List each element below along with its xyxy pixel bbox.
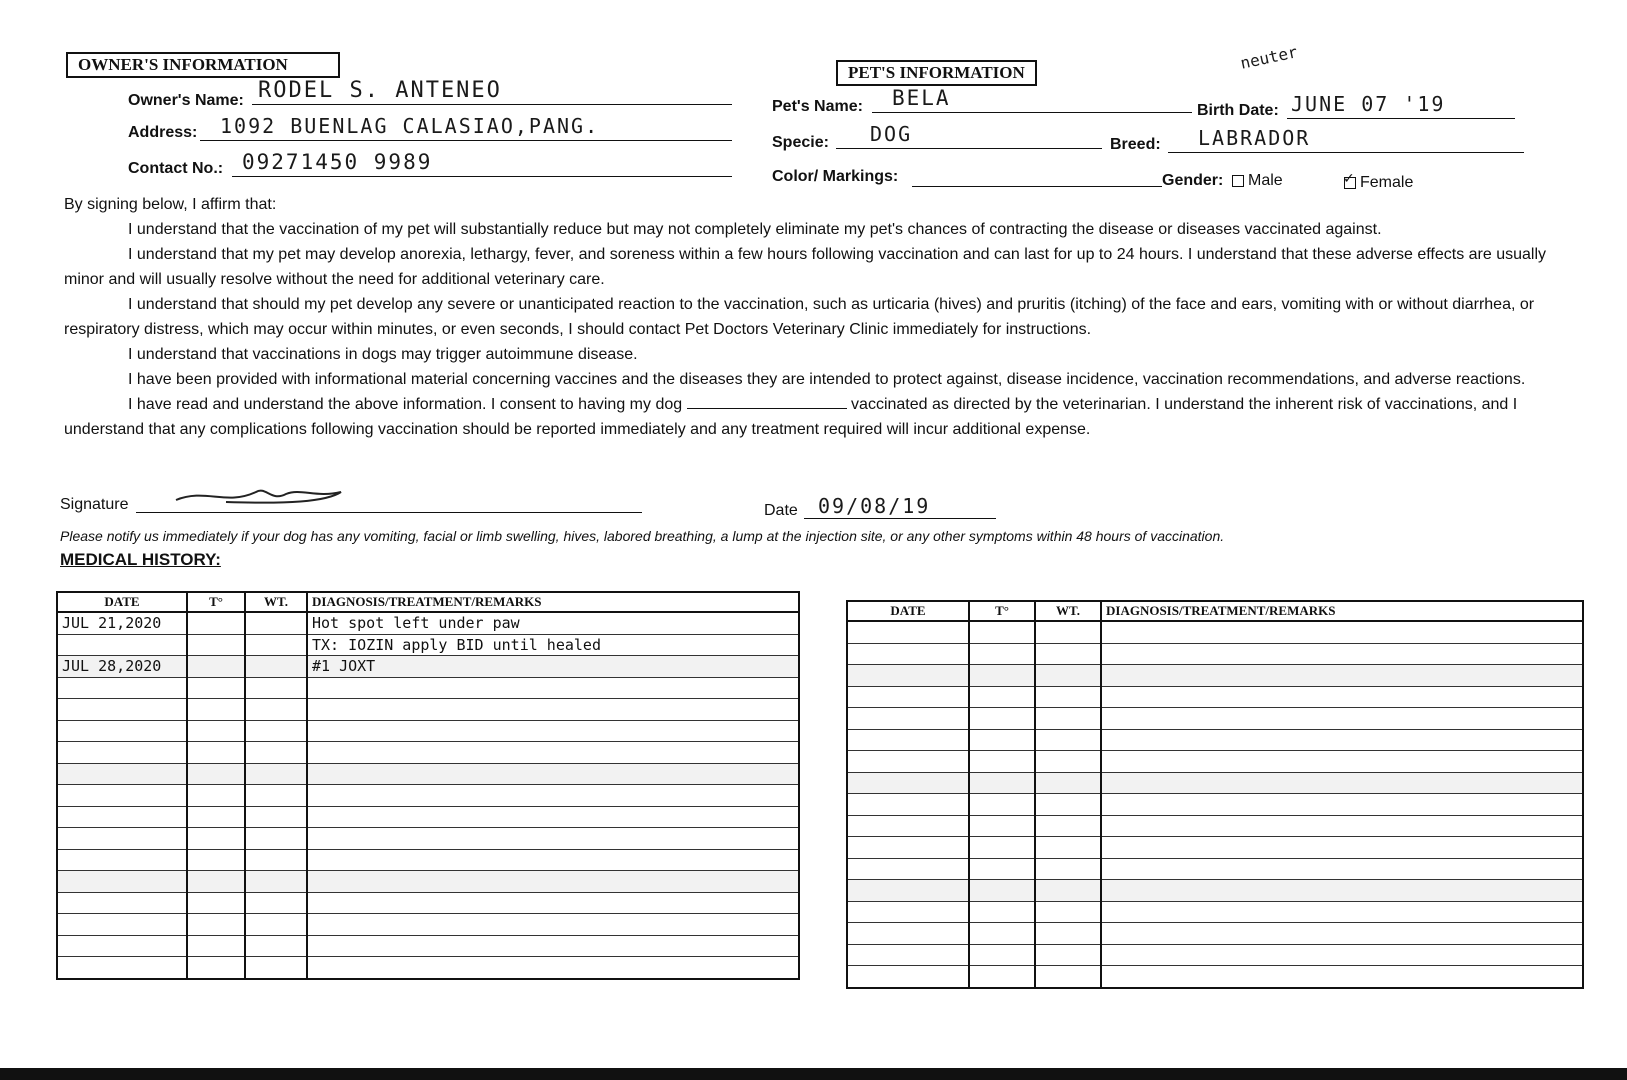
cell-temp[interactable] — [187, 914, 245, 936]
cell-remarks[interactable] — [1101, 880, 1583, 902]
table-row — [847, 901, 1583, 923]
cell-temp[interactable] — [969, 880, 1035, 902]
breed-field[interactable] — [1168, 126, 1524, 153]
cell-date[interactable] — [847, 729, 969, 751]
cell-remarks[interactable]: TX: IOZIN apply BID until healed — [307, 634, 799, 656]
cell-date[interactable] — [57, 892, 187, 914]
cell-date[interactable] — [57, 935, 187, 957]
cell-remarks[interactable] — [307, 957, 799, 979]
table-row — [57, 914, 799, 936]
cell-date[interactable] — [847, 837, 969, 859]
cell-date[interactable] — [847, 794, 969, 816]
cell-remarks[interactable] — [307, 742, 799, 764]
breed-label: Breed: — [1110, 136, 1161, 153]
cell-date[interactable] — [57, 742, 187, 764]
signature-scribble — [166, 478, 366, 508]
owner-name-label: Owner's Name: — [128, 92, 244, 109]
gender-male-option[interactable] — [1232, 172, 1283, 190]
cell-weight[interactable] — [245, 699, 307, 721]
cell-remarks[interactable] — [1101, 837, 1583, 859]
cell-remarks[interactable] — [307, 720, 799, 742]
cell-weight[interactable] — [245, 677, 307, 699]
cell-weight[interactable] — [245, 849, 307, 871]
cell-temp[interactable] — [969, 772, 1035, 794]
table-row — [847, 966, 1583, 988]
gender-label: Gender: — [1162, 172, 1224, 189]
cell-date[interactable]: JUL 21,2020 — [57, 612, 187, 634]
table-row — [57, 785, 799, 807]
cell-weight[interactable] — [245, 892, 307, 914]
cell-weight[interactable] — [1035, 923, 1101, 945]
cell-remarks[interactable] — [1101, 643, 1583, 665]
cell-remarks[interactable] — [1101, 621, 1583, 643]
pet-name-value: BELA — [892, 86, 951, 110]
cell-date[interactable] — [57, 849, 187, 871]
pet-section-title: PET'S INFORMATION — [836, 60, 1037, 86]
consent-text — [64, 192, 1576, 442]
cell-temp[interactable] — [187, 871, 245, 893]
col-date: DATE — [57, 592, 187, 612]
cell-remarks[interactable] — [1101, 665, 1583, 687]
cell-date[interactable] — [847, 944, 969, 966]
table-row — [57, 763, 799, 785]
female-checkbox[interactable] — [1344, 177, 1356, 189]
cell-remarks[interactable] — [307, 806, 799, 828]
cell-temp[interactable] — [969, 686, 1035, 708]
cell-temp[interactable] — [969, 966, 1035, 988]
date-label: Date — [764, 502, 798, 519]
contact-label: Contact No.: — [128, 160, 224, 177]
address-label: Address: — [128, 124, 198, 141]
table-row — [847, 621, 1583, 643]
cell-temp[interactable] — [187, 806, 245, 828]
cell-weight[interactable] — [1035, 837, 1101, 859]
table-row — [847, 686, 1583, 708]
table-row — [847, 858, 1583, 880]
cell-weight[interactable] — [245, 612, 307, 634]
cell-date[interactable] — [847, 643, 969, 665]
cell-remarks[interactable] — [307, 828, 799, 850]
cell-remarks[interactable] — [307, 677, 799, 699]
color-markings-field[interactable] — [912, 160, 1162, 187]
cell-weight[interactable] — [1035, 815, 1101, 837]
cell-temp[interactable] — [969, 708, 1035, 730]
cell-remarks[interactable] — [307, 849, 799, 871]
table-row — [847, 794, 1583, 816]
cell-date[interactable] — [847, 966, 969, 988]
signature-label: Signature — [60, 496, 129, 513]
col-date: DATE — [847, 601, 969, 621]
cell-temp[interactable] — [187, 677, 245, 699]
cell-weight[interactable] — [1035, 858, 1101, 880]
cell-weight[interactable] — [245, 914, 307, 936]
cell-temp[interactable] — [969, 794, 1035, 816]
gender-female-label: Female — [1360, 174, 1414, 191]
cell-weight[interactable] — [1035, 880, 1101, 902]
pet-annotation: neuter — [1238, 42, 1300, 73]
cell-date[interactable] — [57, 634, 187, 656]
cell-weight[interactable] — [1035, 966, 1101, 988]
cell-temp[interactable] — [187, 935, 245, 957]
owner-name-value: RODEL S. ANTENEO — [258, 78, 502, 103]
cell-date[interactable] — [847, 815, 969, 837]
cell-date[interactable] — [57, 785, 187, 807]
notify-notice: Please notify us immediately if your dog has any vomiting, facial or limb swelling, hives, labored breathing, a lump at the injection site, or any other symptoms within 48 hours of vaccination. — [60, 528, 1225, 544]
cell-remarks[interactable] — [1101, 708, 1583, 730]
cell-weight[interactable] — [1035, 729, 1101, 751]
medical-history-title: MEDICAL HISTORY: — [60, 550, 221, 569]
cell-date[interactable] — [847, 772, 969, 794]
cell-remarks[interactable] — [307, 914, 799, 936]
cell-date[interactable] — [847, 665, 969, 687]
specie-label: Specie: — [772, 134, 829, 151]
contact-value: 09271450 9989 — [242, 150, 433, 174]
table-row — [847, 880, 1583, 902]
table-row — [57, 720, 799, 742]
table-row — [57, 871, 799, 893]
cell-weight[interactable] — [1035, 708, 1101, 730]
col-remarks: DIAGNOSIS/TREATMENT/REMARKS — [307, 592, 799, 612]
cell-temp[interactable] — [969, 837, 1035, 859]
table-row — [57, 742, 799, 764]
specie-value: DOG — [870, 122, 913, 146]
cell-date[interactable] — [57, 677, 187, 699]
table-row — [847, 708, 1583, 730]
table-row — [57, 656, 799, 678]
color-markings-label: Color/ Markings: — [772, 168, 899, 185]
pet-name-label: Pet's Name: — [772, 98, 863, 115]
cell-remarks[interactable] — [1101, 966, 1583, 988]
table-row — [847, 837, 1583, 859]
dog-name-blank[interactable] — [687, 394, 847, 409]
cell-remarks[interactable] — [1101, 858, 1583, 880]
table-row — [57, 612, 799, 634]
table-row — [847, 751, 1583, 773]
cell-date[interactable] — [57, 914, 187, 936]
table-row — [57, 957, 799, 979]
cell-remarks[interactable] — [307, 892, 799, 914]
col-temp: T° — [969, 601, 1035, 621]
cell-temp[interactable] — [187, 699, 245, 721]
signature-field[interactable] — [136, 488, 642, 513]
consent-p6 — [64, 392, 1576, 442]
cell-weight[interactable] — [245, 806, 307, 828]
table-row — [847, 772, 1583, 794]
cell-temp[interactable] — [969, 751, 1035, 773]
specie-field[interactable] — [836, 122, 1102, 149]
cell-temp[interactable] — [187, 849, 245, 871]
gender-female-option[interactable] — [1344, 174, 1413, 192]
cell-temp[interactable] — [187, 720, 245, 742]
gender-male-label: Male — [1248, 172, 1283, 189]
cell-temp[interactable] — [969, 665, 1035, 687]
cell-date[interactable] — [847, 901, 969, 923]
table-row — [847, 729, 1583, 751]
address-value: 1092 BUENLAG CALASIAO,PANG. — [220, 114, 600, 138]
cell-temp[interactable] — [187, 957, 245, 979]
cell-date[interactable] — [57, 871, 187, 893]
cell-weight[interactable] — [245, 742, 307, 764]
cell-weight[interactable] — [245, 634, 307, 656]
cell-remarks[interactable] — [1101, 901, 1583, 923]
col-temp: T° — [187, 592, 245, 612]
cell-remarks[interactable] — [1101, 772, 1583, 794]
table-row — [847, 923, 1583, 945]
table-row — [847, 643, 1583, 665]
cell-remarks[interactable] — [1101, 729, 1583, 751]
cell-date[interactable] — [847, 686, 969, 708]
cell-remarks[interactable] — [307, 935, 799, 957]
scan-edge-bar — [0, 1068, 1627, 1080]
cell-weight[interactable] — [245, 763, 307, 785]
consent-p6-after: vaccinated as directed by the veterinarian. I understand the inherent risk of vaccinations, and I understand that any complications following vaccination should be reported immediately and any treatment required will incur additional expense. — [64, 396, 1518, 438]
cell-remarks[interactable]: Hot spot left under paw — [307, 612, 799, 634]
birth-date-value: JUNE 07 '19 — [1291, 92, 1446, 116]
cell-temp[interactable] — [969, 923, 1035, 945]
date-value: 09/08/19 — [818, 494, 931, 518]
cell-weight[interactable] — [1035, 665, 1101, 687]
table-row — [57, 828, 799, 850]
cell-remarks[interactable] — [307, 871, 799, 893]
cell-temp[interactable] — [187, 742, 245, 764]
cell-weight[interactable] — [1035, 686, 1101, 708]
cell-temp[interactable] — [969, 621, 1035, 643]
medical-history-table-left — [56, 591, 800, 980]
cell-remarks[interactable] — [307, 785, 799, 807]
table-row — [847, 665, 1583, 687]
cell-weight[interactable] — [245, 656, 307, 678]
cell-temp[interactable] — [969, 944, 1035, 966]
cell-date[interactable] — [847, 621, 969, 643]
cell-remarks[interactable] — [307, 699, 799, 721]
cell-temp[interactable] — [187, 828, 245, 850]
cell-weight[interactable] — [245, 871, 307, 893]
cell-weight[interactable] — [1035, 772, 1101, 794]
cell-date[interactable] — [847, 708, 969, 730]
consent-p1: I understand that the vaccination of my pet will substantially reduce but may not completely eliminate my pet's chances of contracting the disease or diseases vaccinated against. — [128, 221, 1382, 238]
birth-date-label: Birth Date: — [1197, 102, 1279, 119]
col-weight: WT. — [245, 592, 307, 612]
cell-weight[interactable] — [245, 957, 307, 979]
cell-weight[interactable] — [245, 785, 307, 807]
medical-history-table-right — [846, 600, 1584, 989]
cell-remarks[interactable] — [1101, 923, 1583, 945]
cell-date[interactable] — [847, 880, 969, 902]
owner-name-field[interactable] — [252, 78, 732, 105]
cell-date[interactable]: JUL 28,2020 — [57, 656, 187, 678]
table-row — [57, 935, 799, 957]
table-row — [57, 892, 799, 914]
owner-section-title: OWNER'S INFORMATION — [66, 52, 340, 78]
contact-field[interactable] — [232, 150, 732, 177]
cell-weight[interactable] — [1035, 751, 1101, 773]
table-header-row — [57, 592, 799, 612]
cell-temp[interactable] — [187, 763, 245, 785]
consent-p4: I understand that vaccinations in dogs may trigger autoimmune disease. — [128, 346, 638, 363]
cell-remarks[interactable] — [307, 763, 799, 785]
cell-date[interactable] — [847, 923, 969, 945]
consent-p5: I have been provided with informational material concerning vaccines and the diseases they are intended to protect against, disease incidence, vaccination recommendations, and adverse reactions. — [128, 371, 1526, 388]
consent-p2: I understand that my pet may develop anorexia, lethargy, fever, and soreness within a few hours following vaccination and can last for up to 24 hours. I understand that these adverse effects are usually minor and will usually resolve without the need for additional veterinary care. — [64, 246, 1547, 288]
cell-date[interactable] — [57, 699, 187, 721]
cell-date[interactable] — [847, 751, 969, 773]
table-header-row — [847, 601, 1583, 621]
cell-remarks[interactable]: #1 JOXT — [307, 656, 799, 678]
cell-remarks[interactable] — [1101, 686, 1583, 708]
address-field[interactable] — [200, 114, 732, 141]
cell-temp[interactable] — [969, 901, 1035, 923]
cell-remarks[interactable] — [1101, 815, 1583, 837]
table-row — [57, 849, 799, 871]
table-row — [57, 699, 799, 721]
cell-weight[interactable] — [1035, 794, 1101, 816]
cell-temp[interactable] — [969, 858, 1035, 880]
table-row — [847, 944, 1583, 966]
male-checkbox[interactable] — [1232, 175, 1244, 187]
cell-date[interactable] — [847, 858, 969, 880]
cell-temp[interactable] — [187, 892, 245, 914]
col-weight: WT. — [1035, 601, 1101, 621]
cell-temp[interactable] — [187, 634, 245, 656]
table-row — [57, 677, 799, 699]
cell-weight[interactable] — [1035, 901, 1101, 923]
cell-date[interactable] — [57, 957, 187, 979]
cell-date[interactable] — [57, 720, 187, 742]
cell-date[interactable] — [57, 806, 187, 828]
consent-p3: I understand that should my pet develop any severe or unanticipated reaction to the vaccination, such as urticaria (hives) and pruritis (itching) of the face and ears, vomiting with or without diarrhea, or respiratory distress, which may occur within minutes, or even seconds, I should contact Pet Doctors Veterinary Clinic immediately for instructions. — [64, 296, 1535, 338]
pet-name-field[interactable] — [872, 86, 1192, 113]
birth-date-field[interactable] — [1287, 92, 1515, 119]
cell-remarks[interactable] — [1101, 794, 1583, 816]
cell-temp[interactable] — [969, 643, 1035, 665]
consent-intro: By signing below, I affirm that: — [64, 196, 277, 213]
col-remarks: DIAGNOSIS/TREATMENT/REMARKS — [1101, 601, 1583, 621]
cell-temp[interactable] — [969, 815, 1035, 837]
cell-weight[interactable] — [1035, 621, 1101, 643]
consent-p6-before: I have read and understand the above information. I consent to having my dog — [128, 396, 683, 413]
cell-temp[interactable] — [187, 785, 245, 807]
cell-remarks[interactable] — [1101, 751, 1583, 773]
breed-value: LABRADOR — [1198, 126, 1311, 150]
cell-temp[interactable] — [187, 656, 245, 678]
table-row — [57, 806, 799, 828]
cell-temp[interactable] — [969, 729, 1035, 751]
cell-date[interactable] — [57, 763, 187, 785]
cell-date[interactable] — [57, 828, 187, 850]
date-field[interactable] — [804, 494, 996, 519]
cell-remarks[interactable] — [1101, 944, 1583, 966]
cell-temp[interactable] — [187, 612, 245, 634]
table-row — [57, 634, 799, 656]
cell-weight[interactable] — [245, 935, 307, 957]
table-row — [847, 815, 1583, 837]
cell-weight[interactable] — [1035, 643, 1101, 665]
cell-weight[interactable] — [1035, 944, 1101, 966]
cell-weight[interactable] — [245, 720, 307, 742]
cell-weight[interactable] — [245, 828, 307, 850]
